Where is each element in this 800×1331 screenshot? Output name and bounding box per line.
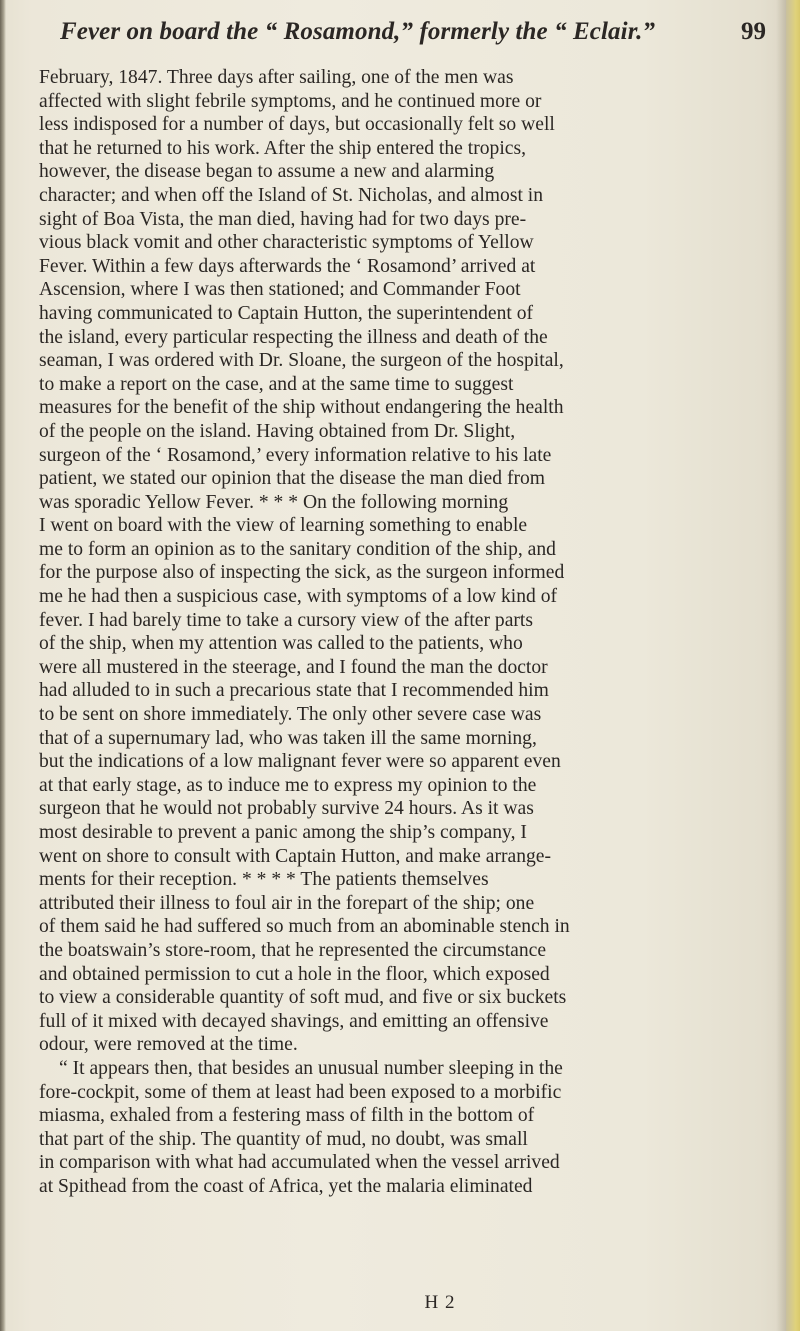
text-line: to be sent on shore immediately. The only other severe case was bbox=[39, 704, 542, 726]
text-line: was sporadic Yellow Fever. * * * On the following morning bbox=[39, 491, 509, 513]
text-line: fore-cockpit, some of them at least had been exposed to a morbific bbox=[39, 1081, 562, 1103]
text-line: went on shore to consult with Captain Hutton, and make arrange- bbox=[39, 845, 552, 867]
text-line: seaman, I was ordered with Dr. Sloane, the surgeon of the hospital, bbox=[39, 350, 564, 372]
text-line: I went on board with the view of learning something to enable bbox=[39, 515, 528, 537]
text-line: were all mustered in the steerage, and I found the man the doctor bbox=[39, 656, 548, 678]
text-line: ments for their reception. * * * * The patients themselves bbox=[39, 869, 489, 891]
text-line: character; and when off the Island of St. Nicholas, and almost in bbox=[39, 184, 544, 206]
text-line: patient, we stated our opinion that the disease the man died from bbox=[39, 468, 546, 490]
text-line: Fever. Within a few days afterwards the ‘ Rosamond’ arrived at bbox=[39, 255, 536, 277]
text-line: that part of the ship. The quantity of mud, no doubt, was small bbox=[39, 1128, 528, 1150]
text-line: vious black vomit and other characteristic symptoms of Yellow bbox=[39, 232, 534, 254]
text-line: however, the disease began to assume a new and alarming bbox=[39, 161, 495, 183]
text-line: odour, were removed at the time. bbox=[39, 1034, 298, 1056]
text-line: measures for the benefit of the ship without endangering the health bbox=[39, 397, 564, 419]
text-line: the boatswain’s store-room, that he represented the circumstance bbox=[39, 939, 547, 961]
running-head: Fever on board the “ Rosamond,” formerly the “ Eclair.” bbox=[60, 18, 656, 45]
text-line: of them said he had suffered so much from an abominable stench in bbox=[39, 916, 570, 938]
text-line: having communicated to Captain Hutton, the superintendent of bbox=[39, 302, 534, 324]
text-line: had alluded to in such a precarious state that I recommended him bbox=[39, 680, 549, 702]
text-line: most desirable to prevent a panic among the ship’s company, I bbox=[39, 822, 527, 843]
text-line: but the indications of a low malignant fever were so apparent even bbox=[39, 751, 561, 773]
body-text bbox=[39, 66, 779, 1199]
text-line: fever. I had barely time to take a cursory view of the after parts bbox=[39, 609, 533, 631]
text-line: full of it mixed with decayed shavings, and emitting an offensive bbox=[39, 1010, 549, 1032]
text-line: the island, every particular respecting the illness and death of the bbox=[39, 326, 548, 348]
text-line: at that early stage, as to induce me to express my opinion to the bbox=[39, 774, 537, 796]
text-line: to make a report on the case, and at the same time to suggest bbox=[39, 373, 514, 395]
text-line: in comparison with what had accumulated when the vessel arrived bbox=[39, 1152, 560, 1174]
text-line: at Spithead from the coast of Africa, yet the malaria eliminated bbox=[39, 1175, 533, 1197]
text-line: February, 1847. Three days after sailing, one of the men was bbox=[39, 67, 514, 88]
text-line: affected with slight febrile symptoms, and he continued more or bbox=[39, 90, 542, 112]
text-line: attributed their illness to foul air in the forepart of the ship; one bbox=[39, 892, 535, 914]
text-line: of the people on the island. Having obtained from Dr. Slight, bbox=[39, 420, 516, 442]
text-line: for the purpose also of inspecting the sick, as the surgeon informed bbox=[39, 562, 565, 584]
text-line: surgeon of the ‘ Rosamond,’ every information relative to his late bbox=[39, 444, 552, 466]
text-line: me to form an opinion as to the sanitary condition of the ship, and bbox=[39, 538, 556, 560]
page-right-edge bbox=[786, 0, 800, 1331]
page-left-edge bbox=[0, 0, 6, 1331]
text-line: that of a supernumary lad, who was taken ill the same morning, bbox=[39, 727, 537, 749]
text-line: miasma, exhaled from a festering mass of filth in the bottom of bbox=[39, 1105, 535, 1127]
text-line: of the ship, when my attention was called to the patients, who bbox=[39, 633, 523, 655]
text-line: me he had then a suspicious case, with symptoms of a low kind of bbox=[39, 586, 558, 608]
page-number: 99 bbox=[741, 18, 766, 45]
text-line: “ It appears then, that besides an unusual number sleeping in the bbox=[59, 1057, 563, 1079]
page-header bbox=[40, 14, 768, 54]
text-line: that he returned to his work. After the ship entered the tropics, bbox=[39, 137, 526, 159]
text-line: to view a considerable quantity of soft mud, and five or six buckets bbox=[39, 987, 567, 1009]
text-line: sight of Boa Vista, the man died, having had for two days pre- bbox=[39, 208, 527, 230]
text-line: surgeon that he would not probably survive 24 hours. As it was bbox=[39, 798, 534, 820]
signature-mark: H 2 bbox=[424, 1292, 456, 1313]
text-line: less indisposed for a number of days, but occasionally felt so well bbox=[39, 114, 555, 136]
text-line: Ascension, where I was then stationed; and Commander Foot bbox=[39, 279, 521, 301]
text-line: and obtained permission to cut a hole in the floor, which exposed bbox=[39, 963, 550, 985]
